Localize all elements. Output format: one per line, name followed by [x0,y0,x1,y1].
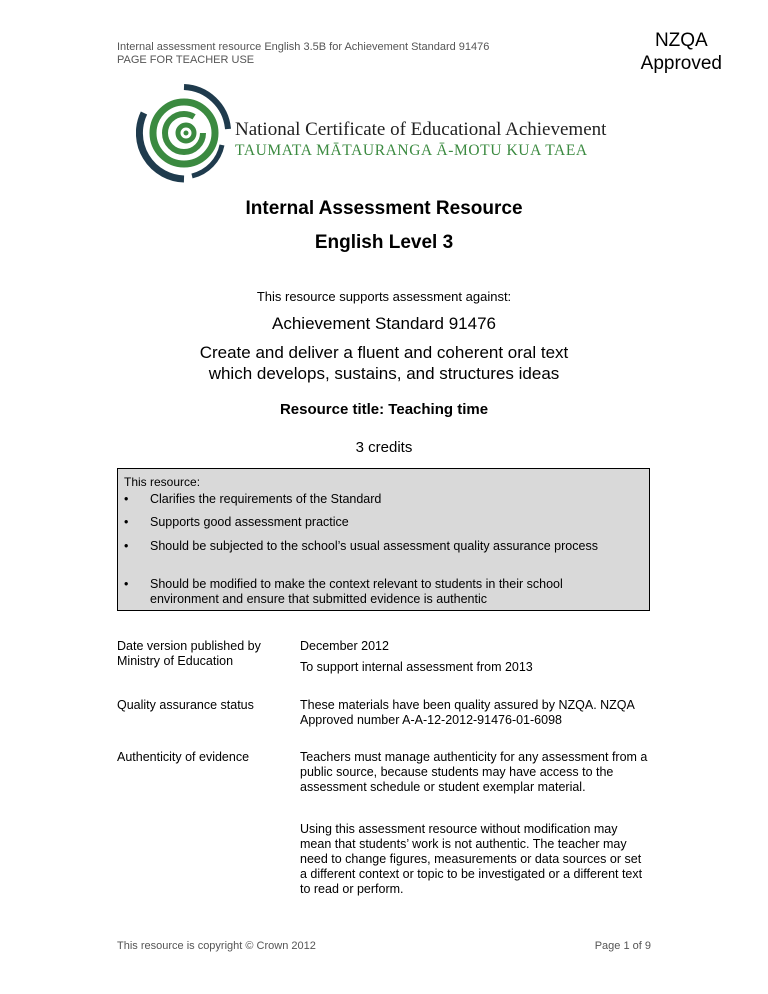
box-item-text: Should be modified to make the context relevant to students in their school environment and ensure that submitted evidence is authentic [150,577,563,606]
bullet-icon: • [124,577,129,591]
logo-subtitle: TAUMATA MĀTAURANGA Ā-MOTU KUA TAEA [235,142,588,159]
ncea-logo [136,83,626,183]
bullet-icon: • [124,492,129,506]
bullet-icon: • [124,539,129,553]
quality-assurance-value: These materials have been quality assured by NZQA. NZQA Approved number A-A-12-2012-91476-01-6098 [300,698,635,727]
resource-info-box [117,468,650,611]
quality-assurance-label: Quality assurance status [117,698,254,712]
box-item-text: Supports good assessment practice [150,515,349,529]
supports-text: This resource supports assessment against: [256,289,512,304]
bullet-icon: • [124,515,129,529]
authenticity-value-1: Teachers must manage authenticity for any assessment from a public source, because students may have access to the assessment schedule or student exemplar material. [300,750,648,794]
stamp-line-2: Approved [640,53,722,74]
page-number: Page 1 of 9 [594,940,651,952]
date-published-note: To support internal assessment from 2013 [300,660,533,674]
copyright-footer: This resource is copyright © Crown 2012 [117,940,316,952]
box-item-text: Should be subjected to the school’s usual assessment quality assurance process [150,539,598,553]
box-heading: This resource: [124,475,201,489]
date-published-value: December 2012 [300,639,389,653]
page-header [117,41,489,67]
header-line-2: PAGE FOR TEACHER USE [117,54,255,66]
credits: 3 credits [355,439,413,456]
nzqa-approved-stamp [641,29,722,75]
header-line-1: Internal assessment resource English 3.5B for Achievement Standard 91476 [117,41,490,53]
resource-title: Resource title: Teaching time [279,401,489,418]
box-item-text: Clarifies the requirements of the Standard [150,492,382,506]
stamp-line-1: NZQA [654,30,708,51]
document-title: Internal Assessment Resource [245,198,523,219]
date-published-label: Date version published by Ministry of Education [117,639,261,668]
standard-title: Create and deliver a fluent and coherent oral text which develops, sustains, and structures ideas [199,343,569,383]
document-level: English Level 3 [314,232,454,253]
standard-number: Achievement Standard 91476 [272,314,496,333]
logo-title: National Certificate of Educational Achievement [235,119,607,140]
authenticity-label: Authenticity of evidence [117,750,250,764]
koru-spiral-icon [136,83,232,183]
authenticity-value-2: Using this assessment resource without modification may mean that students’ work is not authentic. The teacher may need to change figures, measurements or data sources or set a different context or topic to be investigated or a different text to read or perform. [300,822,643,896]
